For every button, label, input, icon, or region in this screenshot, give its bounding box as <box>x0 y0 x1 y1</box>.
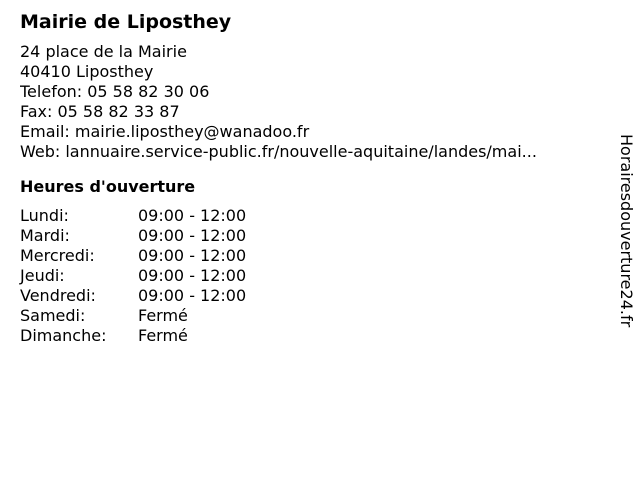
time-value: Fermé <box>138 306 188 325</box>
day-label: Lundi: <box>20 206 69 225</box>
fax-line: Fax: 05 58 82 33 87 <box>20 102 180 121</box>
hours-row-thursday <box>20 266 600 286</box>
hours-row-friday <box>20 286 600 306</box>
time-value: 09:00 - 12:00 <box>138 206 247 225</box>
hours-row-tuesday <box>20 226 600 246</box>
brand-watermark: Horairesdouverture24.fr <box>617 134 636 328</box>
address-line-1: 24 place de la Mairie <box>20 42 187 61</box>
time-value: 09:00 - 12:00 <box>138 286 247 305</box>
opening-hours-heading: Heures d'ouverture <box>20 177 196 196</box>
time-value: 09:00 - 12:00 <box>138 266 247 285</box>
page-title: Mairie de Liposthey <box>20 11 232 33</box>
day-label: Jeudi: <box>20 266 65 285</box>
hours-row-wednesday <box>20 246 600 266</box>
hours-row-sunday <box>20 326 600 346</box>
day-label: Dimanche: <box>20 326 107 345</box>
day-label: Mercredi: <box>20 246 95 265</box>
opening-hours-table <box>20 206 600 346</box>
hours-row-monday <box>20 206 600 226</box>
address-line-2: 40410 Liposthey <box>20 62 154 81</box>
day-label: Samedi: <box>20 306 86 325</box>
web-line: Web: lannuaire.service-public.fr/nouvelle-aquitaine/landes/mai... <box>20 142 537 161</box>
time-value: 09:00 - 12:00 <box>138 246 247 265</box>
hours-row-saturday <box>20 306 600 326</box>
time-value: 09:00 - 12:00 <box>138 226 247 245</box>
time-value: Fermé <box>138 326 188 345</box>
day-label: Vendredi: <box>20 286 96 305</box>
telefon-line: Telefon: 05 58 82 30 06 <box>20 82 210 101</box>
email-line: Email: mairie.liposthey@wanadoo.fr <box>20 122 310 141</box>
business-card <box>20 8 600 346</box>
day-label: Mardi: <box>20 226 70 245</box>
